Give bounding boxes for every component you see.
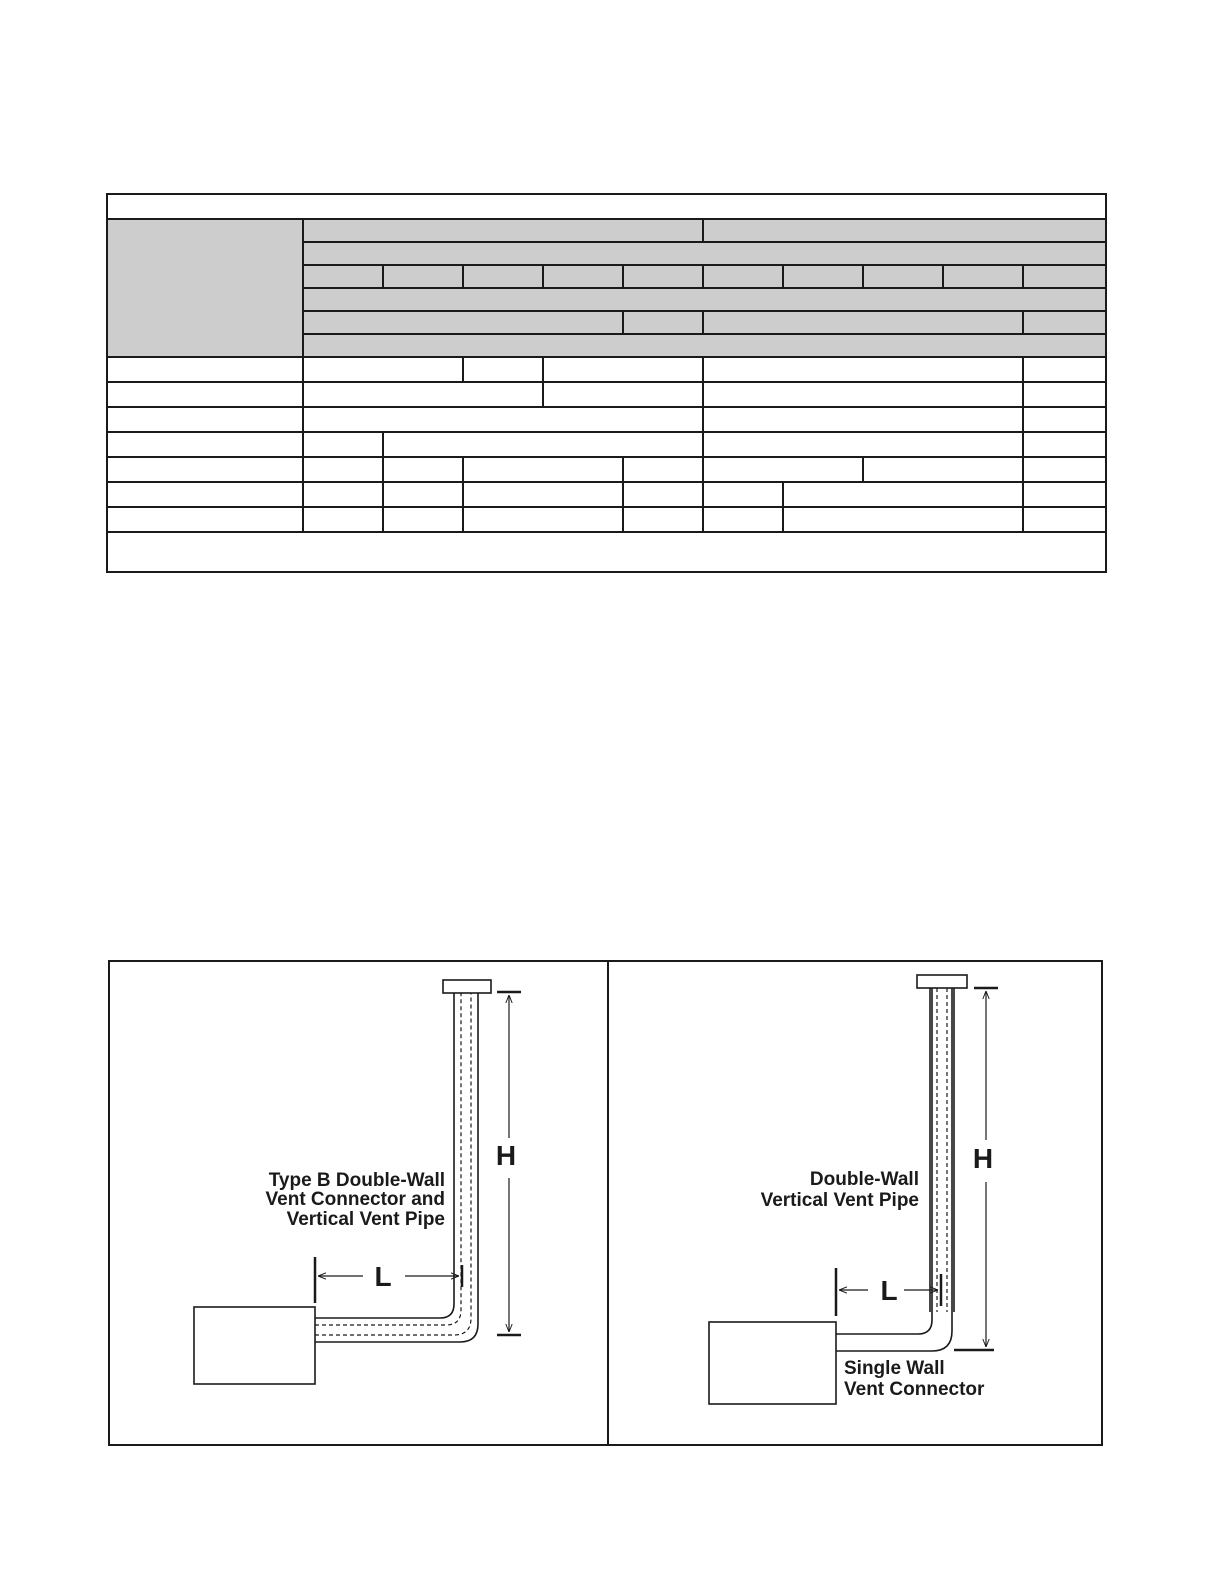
table-cell — [623, 507, 703, 532]
svg-text:Vent Connector: Vent Connector — [844, 1379, 985, 1400]
table-cell — [703, 507, 783, 532]
table-header-cell — [623, 265, 703, 288]
left-vent-figure — [194, 980, 521, 1384]
table-cell — [863, 457, 1023, 482]
table-header-cell — [703, 311, 1023, 334]
double-wall-vent-pipe — [315, 993, 478, 1342]
table-cell — [1023, 482, 1106, 507]
svg-text:Double-Wall: Double-Wall — [809, 1169, 919, 1190]
right-vent-figure — [709, 975, 998, 1404]
table-header-cell — [463, 265, 543, 288]
length-marker: L — [374, 1261, 392, 1292]
height-marker: H — [495, 1140, 517, 1171]
table-cell — [783, 507, 1023, 532]
table-cell — [107, 482, 303, 507]
height-dimension — [496, 992, 521, 1335]
table-cell — [1023, 407, 1106, 432]
table-cell — [1023, 432, 1106, 457]
table-cell — [383, 457, 463, 482]
table-cell — [1023, 382, 1106, 407]
table-cell — [107, 507, 303, 532]
table-cell — [107, 382, 303, 407]
table-header-cell — [1023, 265, 1106, 288]
height-dimension — [954, 988, 998, 1350]
svg-text:Vent Connector and: Vent Connector and — [265, 1189, 445, 1210]
table-cell — [543, 357, 703, 382]
table-cell — [1023, 357, 1106, 382]
table-header-cell — [303, 265, 383, 288]
table-header-cell — [383, 265, 463, 288]
venting-figures — [108, 960, 1104, 1447]
table-header-cell — [703, 265, 783, 288]
table-header-cell — [303, 311, 623, 334]
table-row — [107, 407, 1106, 432]
table-cell — [303, 357, 463, 382]
table-header-cell — [863, 265, 943, 288]
table-cell — [107, 432, 303, 457]
table-header-cell — [303, 334, 1106, 357]
table-row — [107, 507, 1106, 532]
table-header-cell — [623, 311, 703, 334]
svg-text:Type B Double-Wall: Type B Double-Wall — [268, 1170, 445, 1191]
table-cell — [703, 382, 1023, 407]
table-cell — [463, 507, 623, 532]
table-cell — [703, 407, 1023, 432]
table-cell — [303, 457, 383, 482]
svg-text:Vertical Vent Pipe: Vertical Vent Pipe — [286, 1209, 445, 1230]
table-cell — [1023, 457, 1106, 482]
table-cell — [463, 357, 543, 382]
table-cell — [303, 482, 383, 507]
table-cell — [463, 457, 623, 482]
vent-cap — [443, 980, 491, 993]
table-header-cell — [543, 265, 623, 288]
table-row — [107, 382, 1106, 407]
table-cell — [703, 482, 783, 507]
table-cell — [107, 407, 303, 432]
appliance-box — [709, 1322, 836, 1404]
table-cell — [703, 357, 1023, 382]
table-cell — [107, 357, 303, 382]
double-wall-vent-pipe — [930, 988, 954, 1312]
table-cell — [303, 507, 383, 532]
table-title-row — [107, 194, 1106, 219]
connector-label — [844, 1358, 985, 1400]
table-cell — [463, 482, 623, 507]
pipe-label — [761, 1169, 919, 1211]
table-cell — [623, 482, 703, 507]
table-cell — [303, 432, 383, 457]
length-dimension — [836, 1268, 941, 1316]
table-header-cell — [303, 219, 703, 242]
table-cell — [1023, 507, 1106, 532]
table-header-cell — [943, 265, 1023, 288]
svg-text:Vertical Vent Pipe: Vertical Vent Pipe — [760, 1190, 919, 1211]
vent-sizing-table — [106, 193, 1107, 573]
table-header-cell — [303, 288, 1106, 311]
svg-text:Single Wall: Single Wall — [844, 1358, 945, 1379]
length-marker: L — [880, 1275, 898, 1306]
table-cell — [107, 194, 1106, 219]
table-cell — [543, 382, 703, 407]
table-cell — [383, 507, 463, 532]
table-header-row — [107, 219, 1106, 242]
table-row — [107, 432, 1106, 457]
table-row — [107, 457, 1106, 482]
table-footnote-row — [107, 532, 1106, 572]
table-row — [107, 482, 1106, 507]
table-cell — [107, 457, 303, 482]
table-header-cell — [703, 219, 1106, 242]
connector-label — [266, 1170, 445, 1230]
table-cell — [303, 382, 543, 407]
table-cell — [783, 482, 1023, 507]
table-cell — [623, 457, 703, 482]
appliance-box — [194, 1307, 315, 1384]
table-row — [107, 357, 1106, 382]
table-cell — [383, 482, 463, 507]
length-dimension — [315, 1257, 462, 1303]
table-header-cell — [1023, 311, 1106, 334]
table-cell — [703, 432, 1023, 457]
table-corner-header-cell — [107, 219, 303, 357]
height-marker: H — [972, 1143, 994, 1174]
table-cell — [703, 457, 863, 482]
vent-cap — [917, 975, 967, 988]
table-header-cell — [783, 265, 863, 288]
table-cell — [303, 407, 703, 432]
table-cell — [383, 432, 703, 457]
table-cell — [107, 532, 1106, 572]
table-header-cell — [303, 242, 1106, 265]
